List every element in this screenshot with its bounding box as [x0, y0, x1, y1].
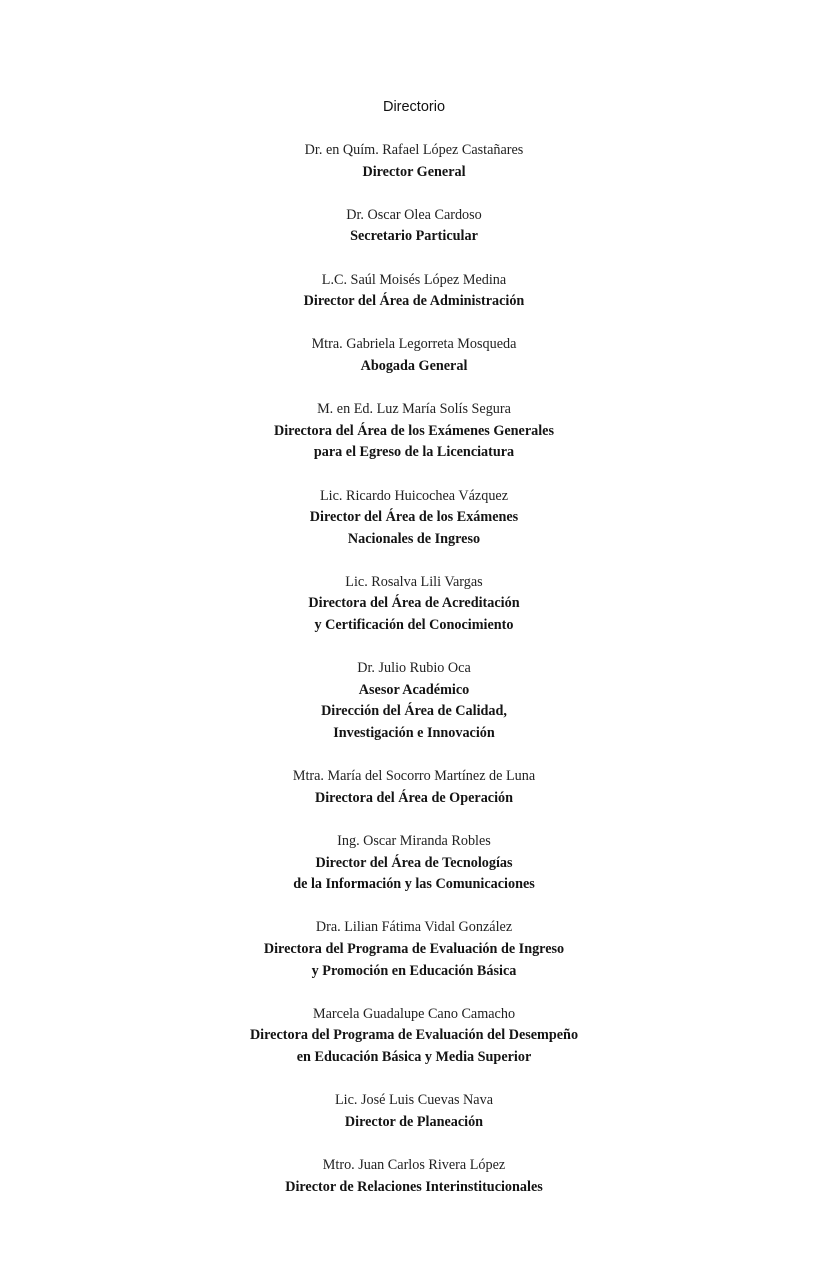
person-role: Directora del Área de los Exámenes Generales [273, 422, 554, 439]
directory-entry [0, 399, 828, 464]
directory-entry [0, 766, 828, 809]
person-role: Directora del Área de Acreditación [308, 595, 520, 612]
person-name: Dra. Lilian Fátima Vidal González [315, 919, 513, 936]
person-role: Director de Relaciones Interinstitucionales [285, 1178, 543, 1195]
person-role: Investigación e Innovación [333, 725, 495, 742]
person-role: Director del Área de Administración [303, 293, 525, 310]
person-role: y Certificación del Conocimiento [314, 617, 514, 634]
person-name: L.C. Saúl Moisés López Medina [321, 271, 507, 288]
person-name: Lic. Ricardo Huicochea Vázquez [319, 487, 509, 504]
directory-entry [0, 486, 828, 551]
person-name: Dr. Julio Rubio Oca [357, 660, 471, 677]
directory-entry [0, 572, 828, 637]
person-role: Dirección del Área de Calidad, [321, 703, 507, 720]
person-role: Asesor Académico [358, 681, 470, 698]
person-name: Marcela Guadalupe Cano Camacho [312, 1005, 516, 1022]
page-title: Directorio [382, 99, 446, 115]
person-role: Secretario Particular [350, 228, 478, 245]
person-name: Ing. Oscar Miranda Robles [337, 833, 491, 849]
person-role: Director General [362, 163, 466, 180]
person-name: Lic. Rosalva Lili Vargas [345, 573, 483, 590]
person-role: Director del Área de Tecnologías [315, 854, 513, 871]
person-name: Lic. José Luis Cuevas Nava [335, 1092, 493, 1109]
directory-entry [0, 1004, 828, 1069]
directory-list [0, 140, 828, 1220]
person-role: Directora del Programa de Evaluación del Desempeño [249, 1027, 579, 1044]
directory-entry [0, 831, 828, 896]
directory-entry [0, 658, 828, 744]
person-name: Mtra. María del Socorro Martínez de Luna [292, 768, 536, 785]
person-name: Dr. en Quím. Rafael López Castañares [304, 142, 524, 158]
directory-entry [0, 917, 828, 982]
person-role: y Promoción en Educación Básica [311, 962, 517, 979]
person-name: Dr. Oscar Olea Cardoso [346, 206, 482, 223]
person-role: Abogada General [360, 357, 468, 374]
directory-entry [0, 140, 828, 183]
directory-entry [0, 205, 828, 248]
directory-entry [0, 1090, 828, 1133]
person-role: Director de Planeación [344, 1113, 484, 1130]
directory-entry [0, 1155, 828, 1198]
directory-entry [0, 334, 828, 377]
person-role: Nacionales de Ingreso [347, 530, 481, 547]
person-role: Director del Área de los Exámenes [309, 509, 519, 526]
directory-entry [0, 270, 828, 313]
person-name: Mtro. Juan Carlos Rivera López [322, 1156, 506, 1173]
person-role: en Educación Básica y Media Superior [296, 1048, 532, 1065]
person-role: para el Egreso de la Licenciatura [313, 444, 515, 461]
person-name: M. en Ed. Luz María Solís Segura [317, 401, 511, 418]
person-role: Directora del Área de Operación [314, 789, 514, 806]
person-name: Mtra. Gabriela Legorreta Mosqueda [311, 336, 517, 353]
person-role: de la Información y las Comunicaciones [293, 876, 535, 893]
person-role: Directora del Programa de Evaluación de Ingreso [263, 940, 565, 957]
